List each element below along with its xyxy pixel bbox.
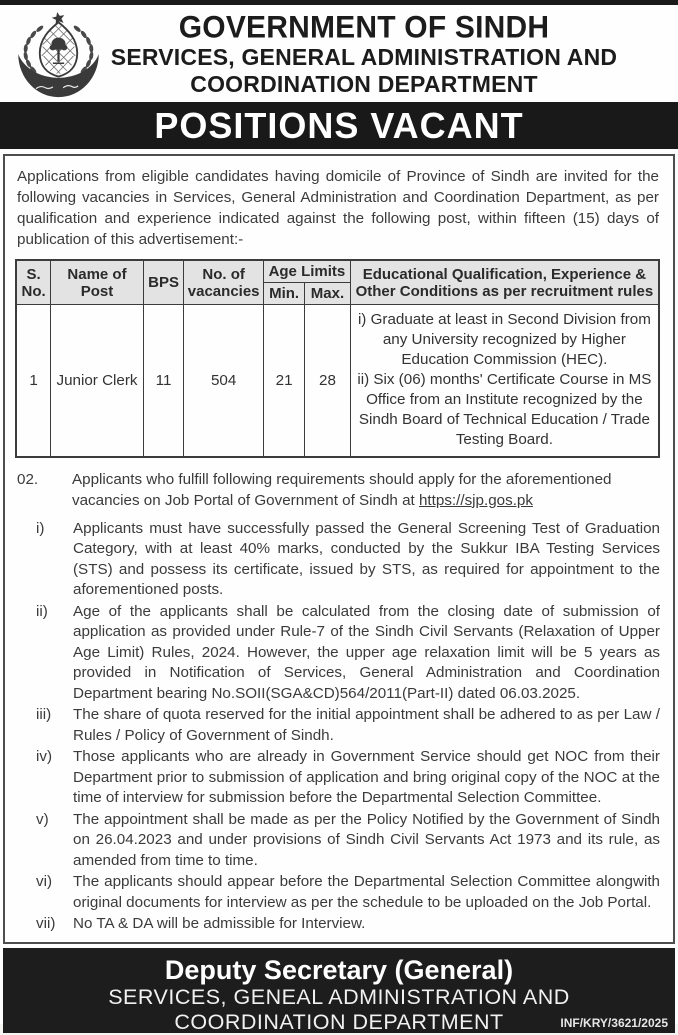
condition-item-iv (36, 747, 660, 809)
clause-02-text (72, 469, 660, 511)
dept-subtitle-line2: COORDINATION DEPARTMENT (190, 71, 538, 97)
col-header-qualification: Educational Qualification, Experience & Other Conditions as per recruitment rules (350, 260, 659, 305)
sindh-government-emblem-icon (8, 11, 108, 99)
cell-bps: 11 (143, 305, 184, 457)
emblem-svg (11, 11, 106, 99)
vacancy-table-header (16, 260, 659, 305)
condition-text: Those applicants who are already in Government Service should get NOC from their Department prior to submission of application and bring original copy of the NOC at the time of interview for submission before the Departmental Selection Committee. (73, 748, 660, 806)
qualification-item-ii: ii) Six (06) months' Certificate Course in MS Office from an Institute recognized by the Sindh Board of Technical Education / Trade Testing Board. (357, 371, 652, 449)
job-portal-link[interactable]: https://sjp.gos.pk (418, 491, 533, 509)
condition-label: vi) (36, 873, 53, 890)
condition-text: The applicants should appear before the Departmental Selection Committee alongwith original documents for interview as per the schedule to be uploaded on the Job Portal. (73, 873, 660, 911)
condition-label: vii) (36, 915, 56, 932)
intro-paragraph: Applications from eligible candidates having domicile of Province of Sindh are invited for the following vacancies in Services, General Administration and Coordination Department, as per qualification and experience indicated against the following post, within fifteen (15) days of publication of this advertisement:- (17, 168, 659, 248)
dept-subtitle-line1: SERVICES, GENERAL ADMINISTRATION AND (110, 44, 618, 70)
cell-name-of-post: Junior Clerk (51, 305, 144, 457)
qualification-item-i: i) Graduate at least in Second Division from any University recognized by Higher Education Commission (HEC). (357, 311, 651, 369)
condition-label: ii) (36, 602, 48, 620)
cell-age-min: 21 (264, 305, 305, 457)
condition-item-vi (36, 872, 660, 913)
condition-text: The appointment shall be made as per the Policy Notified by the Government of Sindh on 26.04.2023 and under provisions of Sindh Civil Servants Act 1973 and its rule, as amended from time to time. (73, 810, 660, 869)
signature-footer (3, 948, 675, 1033)
table-row (16, 305, 659, 457)
page-title: GOVERNMENT OF SINDH (178, 10, 550, 45)
clause-02-body: Applicants who fulfill following requirements should apply for the aforementioned vacancies on Job Portal of Government of Sindh at (72, 470, 612, 509)
cell-age-max: 28 (305, 305, 351, 457)
condition-item-i (36, 519, 660, 601)
col-header-age-limits: Age Limits (264, 260, 351, 283)
condition-label: iv) (36, 748, 53, 765)
condition-label: v) (36, 810, 49, 828)
col-header-name-of-post: Name of Post (51, 260, 144, 305)
condition-label: i) (36, 519, 45, 537)
header-titles (108, 11, 668, 98)
positions-vacant-banner: POSITIONS VACANT (0, 102, 678, 149)
condition-text: Applicants must have successfully passed the General Screening Test of Graduation Category, with at least 40% marks, conducted by the Sukkur IBA Testing Services (STS) and possess its certificate, issued by STS, as required for appointment to the aforementioned posts. (73, 519, 660, 598)
advertisement-reference-number: INF/KRY/3621/2025 (560, 1015, 668, 1030)
clause-02-number: 02. (17, 470, 39, 488)
cell-qualification (350, 305, 659, 457)
condition-item-v (36, 810, 660, 872)
advertisement-body (3, 154, 675, 944)
header (0, 5, 678, 102)
col-header-vacancies: No. of vacancies (184, 260, 264, 305)
condition-item-ii (36, 602, 660, 705)
clause-02 (17, 469, 660, 511)
col-header-s-no: S. No. (16, 260, 51, 305)
condition-label: iii) (36, 706, 52, 723)
condition-item-iii (36, 705, 660, 746)
condition-text: No TA & DA will be admissible for Interview. (73, 915, 366, 932)
col-header-age-min: Min. (264, 283, 305, 305)
cell-s-no: 1 (16, 305, 51, 457)
footer-dept-line1: SERVICES, GENEAL ADMINISTRATION AND (108, 984, 570, 1009)
vacancy-table (15, 259, 660, 458)
col-header-bps: BPS (143, 260, 184, 305)
signatory-title: Deputy Secretary (General) (164, 954, 514, 985)
footer-dept-line2: COORDINATION DEPARTMENT (174, 1009, 504, 1034)
cell-vacancies: 504 (184, 305, 264, 457)
condition-text: The share of quota reserved for the initial appointment shall be adhered to as per Law / Rules / Policy of Government of Sindh. (73, 706, 660, 744)
conditions-list (36, 519, 660, 935)
condition-text: Age of the applicants shall be calculated from the closing date of submission of application as provided under Rule-7 of the Sindh Civil Servants (Relaxation of Upper Age Limit) Rules, 2024. However, the upper age relaxation limit will be 5 years as provided in Notification of Services, General Administration and Coordination Department bearing No.SOII(SGA&CD)564/2011(Part-II) dated 06.03.2025. (73, 602, 660, 702)
condition-item-vii (36, 914, 660, 935)
col-header-age-max: Max. (305, 283, 351, 305)
